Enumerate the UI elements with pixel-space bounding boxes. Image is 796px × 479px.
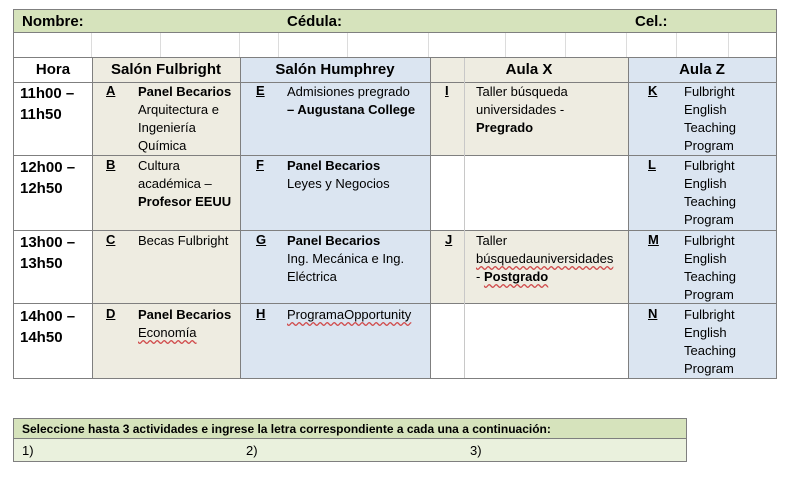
time-slot: 14h00 – 14h50 — [20, 308, 76, 346]
activity-description: Admisiones pregrado – Augustana College — [287, 84, 416, 117]
col-header-humphrey: Salón Humphrey — [275, 61, 395, 78]
selection-fields — [14, 439, 686, 461]
personal-info-fields[interactable] — [13, 33, 777, 57]
activity-letter: C — [106, 232, 116, 247]
activity-letter: K — [648, 83, 658, 98]
cel-label: Cel.: — [635, 13, 668, 30]
activity-letter: G — [256, 232, 267, 247]
selection-slot-2[interactable]: 2) — [246, 443, 258, 458]
schedule-table — [13, 57, 777, 379]
activity-description: Panel Becarios Economía — [138, 307, 232, 340]
personal-info-header — [13, 9, 777, 33]
activity-description: Fulbright English Teaching Program — [684, 307, 737, 376]
activity-letter: I — [445, 83, 449, 98]
activity-letter: E — [256, 83, 265, 98]
selection-slot-3[interactable]: 3) — [470, 443, 482, 458]
activity-letter: D — [106, 306, 116, 321]
activity-description: Taller búsqueda universidades - Pregrado — [476, 84, 568, 135]
time-slot: 12h00 – 12h50 — [20, 159, 76, 197]
activity-letter: J — [445, 232, 453, 247]
col-header-aula-x: Aula X — [505, 61, 553, 78]
activity-description: Becas Fulbright — [138, 233, 229, 248]
activity-letter: M — [648, 232, 659, 247]
activity-letter: A — [106, 83, 116, 98]
selection-prompt: Seleccione hasta 3 actividades e ingrese la letra correspondiente a cada una a continuación: — [22, 422, 551, 436]
activity-description: Cultura académica – Profesor EEUU — [138, 158, 232, 209]
activity-letter: F — [256, 157, 264, 172]
col-header-fulbright: Salón Fulbright — [111, 61, 221, 78]
activity-description: Fulbright English Teaching Program — [684, 84, 737, 153]
activity-letter: H — [256, 306, 266, 321]
col-header-hora: Hora — [35, 61, 71, 78]
activity-description: Fulbright English Teaching Program — [684, 158, 737, 227]
activity-description: Panel Becarios Leyes y Negocios — [287, 158, 390, 191]
cedula-label: Cédula: — [287, 13, 343, 30]
activity-letter: L — [648, 157, 656, 172]
nombre-label: Nombre: — [22, 13, 84, 30]
activity-description: ProgramaOpportunity — [287, 307, 412, 322]
col-header-aula-z: Aula Z — [679, 61, 725, 78]
activity-description: Taller búsquedauniversidades - Postgrado — [476, 233, 614, 284]
selection-slot-1[interactable]: 1) — [22, 443, 34, 458]
time-slot: 13h00 – 13h50 — [20, 234, 76, 272]
activity-description: Fulbright English Teaching Program — [684, 233, 737, 302]
selection-box — [13, 418, 687, 462]
time-slot: 11h00 – 11h50 — [20, 85, 75, 123]
selection-prompt-bar — [14, 419, 686, 439]
activity-letter: B — [106, 157, 116, 172]
activity-description: Panel Becarios Ing. Mecánica e Ing. Eléctrica — [287, 233, 405, 284]
activity-letter: N — [648, 306, 658, 321]
activity-description: Panel Becarios Arquitectura e Ingeniería Química — [138, 84, 232, 153]
